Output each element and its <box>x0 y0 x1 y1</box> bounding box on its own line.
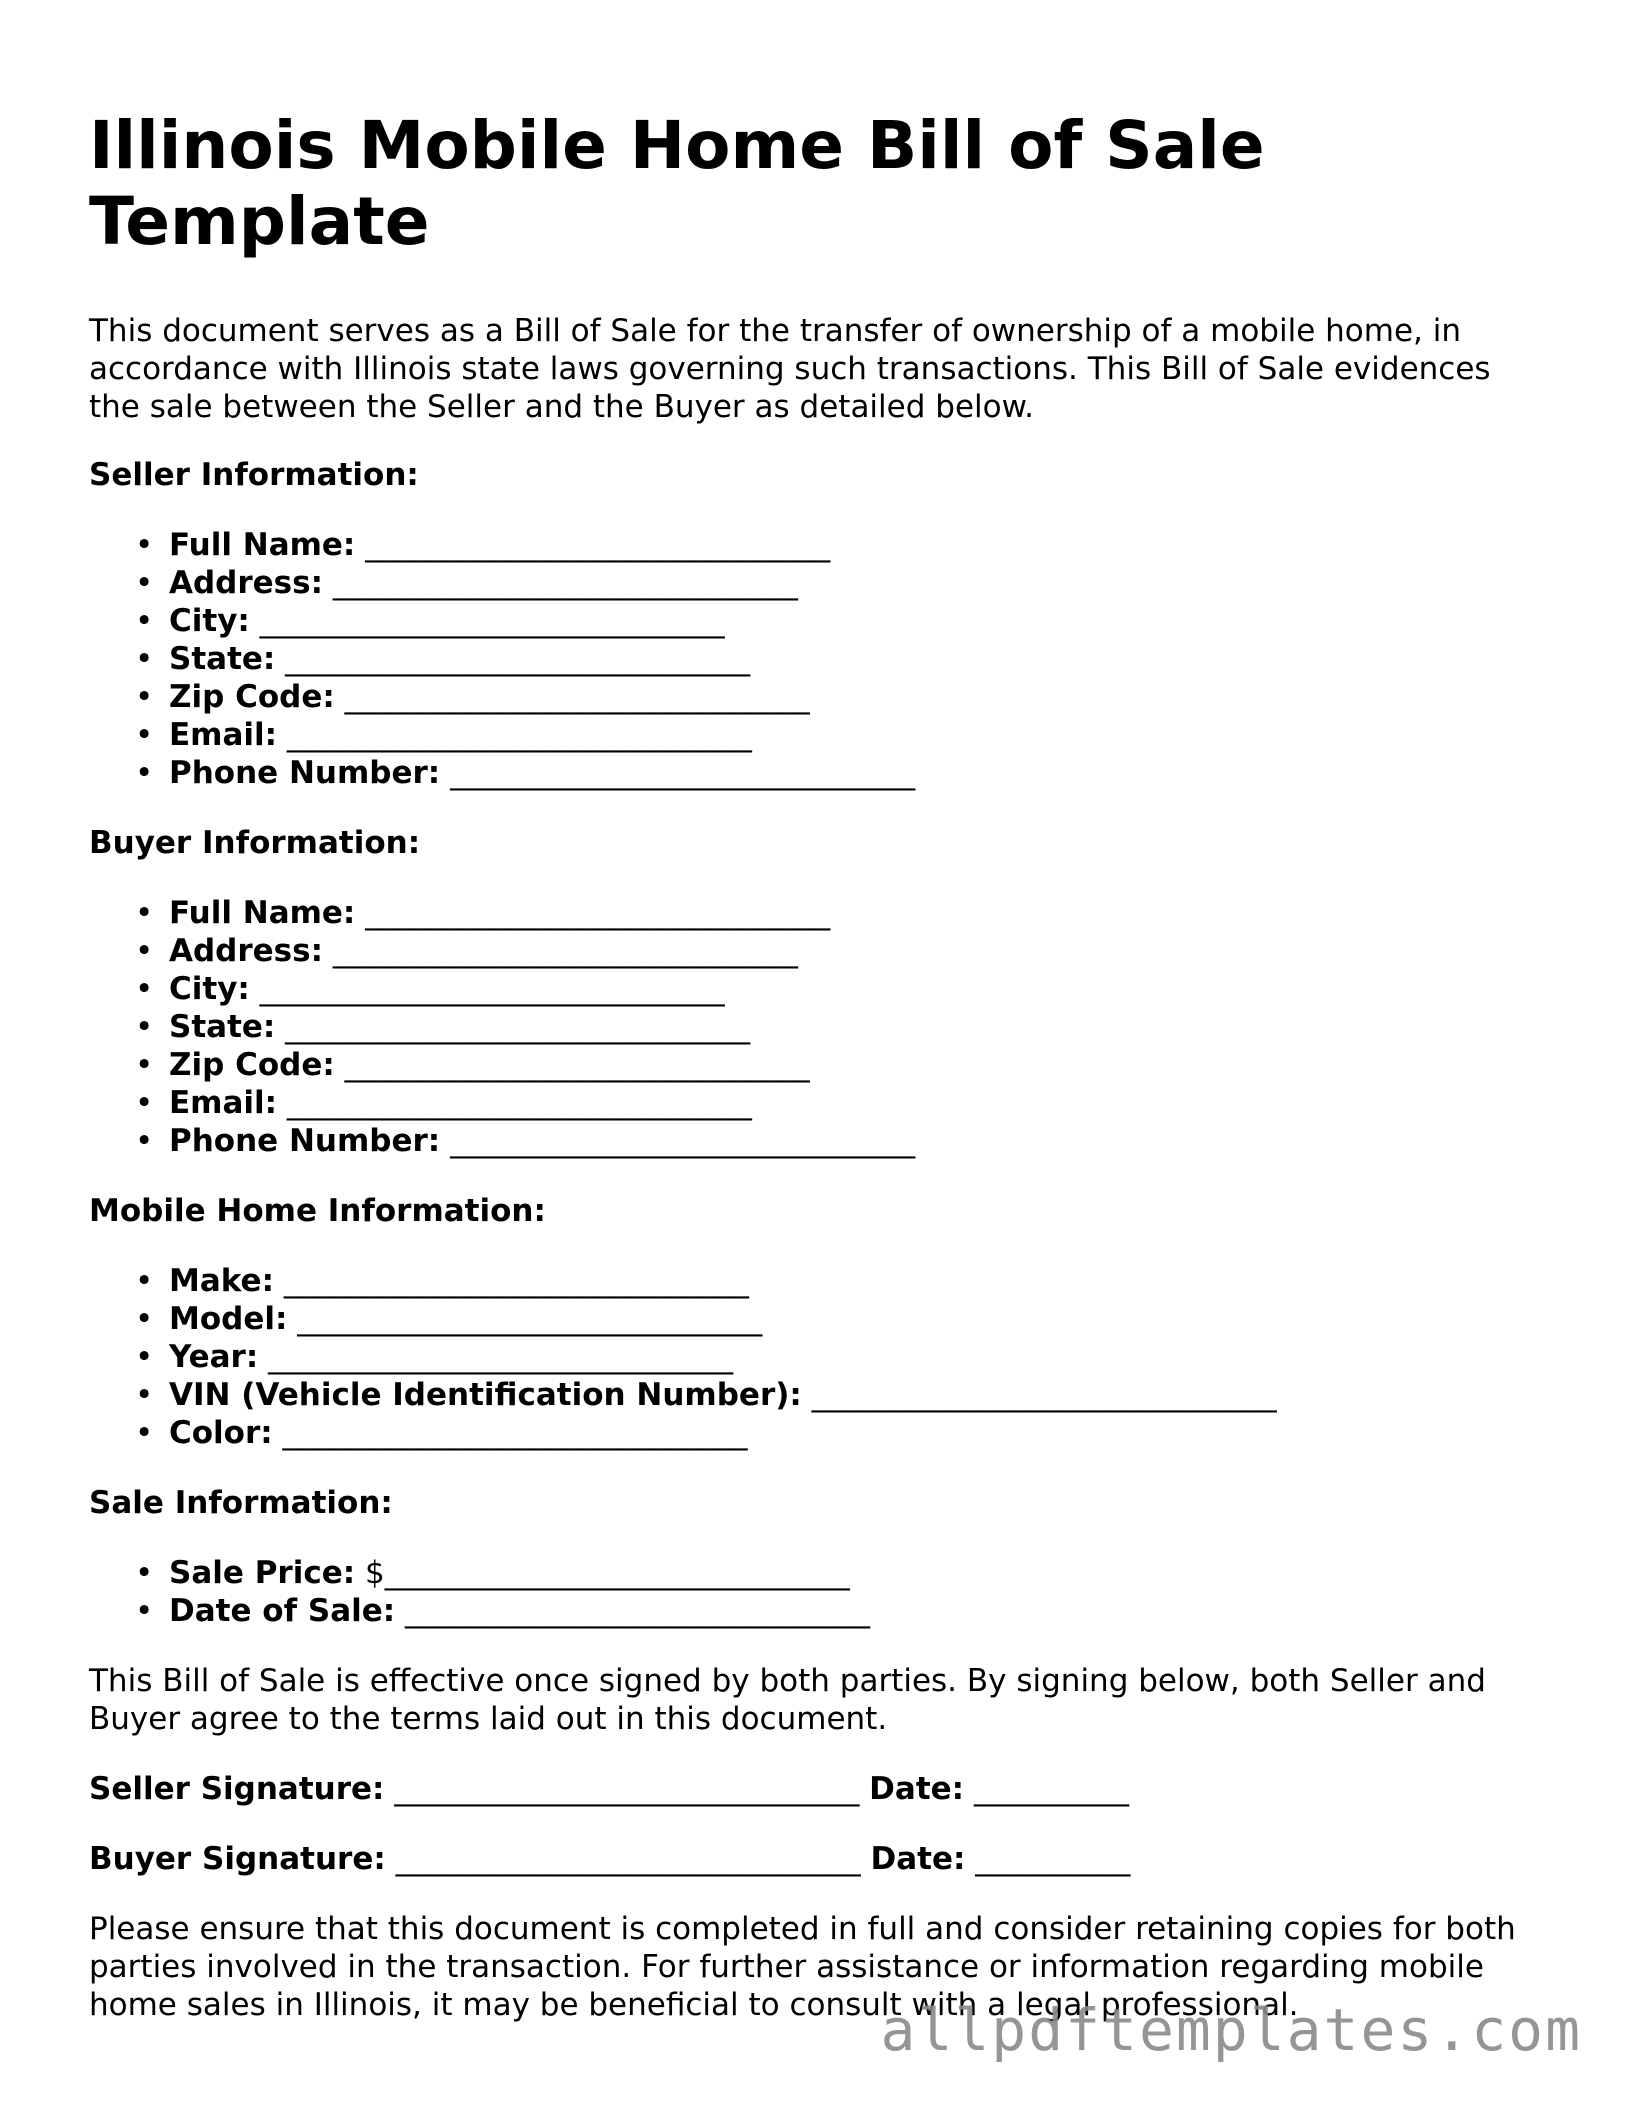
color-field: • Color: ______________________________ <box>135 1415 748 1451</box>
blank-line[interactable]: ______________________________ <box>268 1339 734 1375</box>
buyer-signature-line <box>89 1840 1549 1878</box>
sale-field-list <box>89 1554 1549 1630</box>
buyer-zip-code-field: • Zip Code: ______________________________ <box>135 1047 810 1083</box>
field-label: State: <box>169 641 276 677</box>
field-label: Email: <box>169 1085 278 1121</box>
blank-line[interactable]: ______________________________ <box>450 1123 916 1159</box>
seller-section-heading: Seller Information: <box>89 457 419 493</box>
seller-date-label: Date: <box>869 1771 965 1807</box>
document-page <box>89 108 1549 2024</box>
page-title: Illinois Mobile Home Bill of Sale Template <box>89 107 1265 260</box>
field-label: Email: <box>169 717 278 753</box>
buyer-state-field: • State: ______________________________ <box>135 1009 751 1045</box>
field-label: Year: <box>169 1339 259 1375</box>
buyer-email-field: • Email: ______________________________ <box>135 1085 752 1121</box>
buyer-section-heading: Buyer Information: <box>89 825 421 861</box>
mobile-home-field-list <box>89 1262 1549 1452</box>
field-label: Full Name: <box>169 527 356 563</box>
blank-line[interactable]: ______________________________ <box>332 933 798 969</box>
seller-email-field: • Email: ______________________________ <box>135 717 752 753</box>
effective-paragraph: This Bill of Sale is effective once signed by both parties. By signing below, both Seller and Buyer agree to the terms laid out in this document. <box>89 1663 1486 1737</box>
field-label: City: <box>169 603 250 639</box>
seller-date-blank[interactable]: __________ <box>973 1771 1129 1807</box>
field-label: Zip Code: <box>169 679 335 715</box>
buyer-date-label: Date: <box>870 1841 966 1877</box>
vin-field: • VIN (Vehicle Identification Number): ______________________________ <box>135 1377 1277 1413</box>
field-label: Address: <box>169 565 323 601</box>
currency-symbol: $ <box>364 1555 385 1591</box>
date-of-sale-field: • Date of Sale: ______________________________ <box>135 1593 871 1629</box>
blank-line[interactable]: ______________________________ <box>282 1415 748 1451</box>
blank-line[interactable]: ______________________________ <box>259 971 725 1007</box>
field-label: State: <box>169 1009 276 1045</box>
field-label: Color: <box>169 1415 273 1451</box>
year-field: • Year: ______________________________ <box>135 1339 734 1375</box>
blank-line[interactable]: ______________________________ <box>384 1555 850 1591</box>
field-label: Zip Code: <box>169 1047 335 1083</box>
buyer-address-field: • Address: ______________________________ <box>135 933 798 969</box>
blank-line[interactable]: ______________________________ <box>283 1263 749 1299</box>
buyer-date-blank[interactable]: __________ <box>975 1841 1131 1877</box>
blank-line[interactable]: ______________________________ <box>365 527 831 563</box>
field-label: Address: <box>169 933 323 969</box>
blank-line[interactable]: ______________________________ <box>344 679 810 715</box>
blank-line[interactable]: ______________________________ <box>297 1301 763 1337</box>
blank-line[interactable]: ______________________________ <box>332 565 798 601</box>
seller-signature-line <box>89 1770 1549 1808</box>
blank-line[interactable]: ______________________________ <box>286 1085 752 1121</box>
seller-city-field: • City: ______________________________ <box>135 603 725 639</box>
buyer-full-name-field: • Full Name: ______________________________ <box>135 895 831 931</box>
buyer-city-field: • City: ______________________________ <box>135 971 725 1007</box>
closing-paragraph: Please ensure that this document is completed in full and consider retaining copies for both parties involved in the transaction. For further assistance or information regarding mobile home sales in Illinois, it may be beneficial to consult with a legal professional. <box>89 1911 1516 2023</box>
seller-full-name-field: • Full Name: ______________________________ <box>135 527 831 563</box>
field-label: Phone Number: <box>169 755 441 791</box>
seller-field-list <box>89 526 1549 792</box>
buyer-signature-label: Buyer Signature: <box>89 1841 386 1877</box>
mobile-home-section-heading: Mobile Home Information: <box>89 1193 546 1229</box>
blank-line[interactable]: ______________________________ <box>365 895 831 931</box>
blank-line[interactable]: ______________________________ <box>259 603 725 639</box>
seller-signature-label: Seller Signature: <box>89 1771 385 1807</box>
field-label: VIN (Vehicle Identification Number): <box>169 1377 802 1413</box>
buyer-phone-field: • Phone Number: ______________________________ <box>135 1123 916 1159</box>
seller-signature-blank[interactable]: ______________________________ <box>394 1771 860 1807</box>
make-field: • Make: ______________________________ <box>135 1263 749 1299</box>
buyer-field-list <box>89 894 1549 1160</box>
blank-line[interactable]: ______________________________ <box>450 755 916 791</box>
field-label: Phone Number: <box>169 1123 441 1159</box>
blank-line[interactable]: ______________________________ <box>285 641 751 677</box>
field-label: City: <box>169 971 250 1007</box>
field-label: Full Name: <box>169 895 356 931</box>
seller-phone-field: • Phone Number: ______________________________ <box>135 755 916 791</box>
seller-address-field: • Address: ______________________________ <box>135 565 798 601</box>
blank-line[interactable]: ______________________________ <box>405 1593 871 1629</box>
buyer-signature-blank[interactable]: ______________________________ <box>395 1841 861 1877</box>
model-field: • Model: ______________________________ <box>135 1301 763 1337</box>
seller-zip-code-field: • Zip Code: ______________________________ <box>135 679 810 715</box>
blank-line[interactable]: ______________________________ <box>811 1377 1277 1413</box>
blank-line[interactable]: ______________________________ <box>285 1009 751 1045</box>
field-label: Make: <box>169 1263 274 1299</box>
sale-section-heading: Sale Information: <box>89 1485 393 1521</box>
intro-paragraph: This document serves as a Bill of Sale for the transfer of ownership of a mobile home, in accordance with Illinois state laws governing such transactions. This Bill of Sale evidences the sale between the Seller and the Buyer as detailed below. <box>89 313 1491 425</box>
seller-state-field: • State: ______________________________ <box>135 641 751 677</box>
field-label: Model: <box>169 1301 288 1337</box>
field-label: Date of Sale: <box>169 1593 396 1629</box>
sale-price-field: • Sale Price: $______________________________ <box>135 1555 850 1591</box>
field-label: Sale Price: <box>169 1555 356 1591</box>
blank-line[interactable]: ______________________________ <box>344 1047 810 1083</box>
watermark: allpdftemplates.com <box>880 1996 1582 2064</box>
blank-line[interactable]: ______________________________ <box>286 717 752 753</box>
